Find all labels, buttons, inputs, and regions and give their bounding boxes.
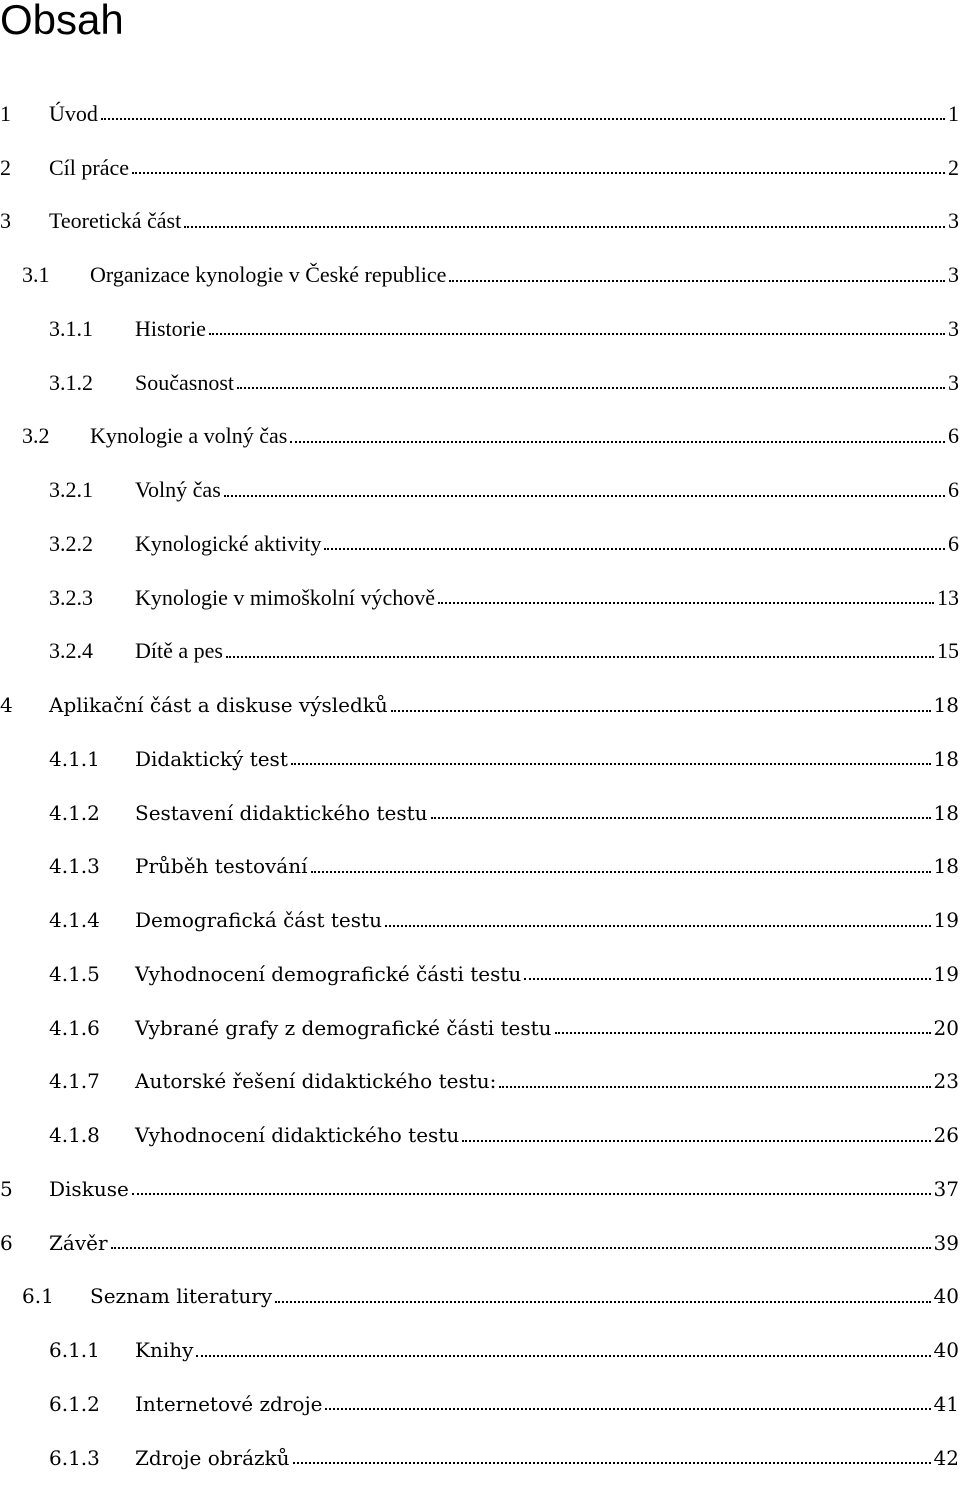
- toc-entry-page-number[interactable]: 18: [933, 854, 959, 879]
- toc-entry[interactable]: [0, 1431, 959, 1485]
- toc-entry-page-number[interactable]: 6: [948, 530, 959, 556]
- toc-entry[interactable]: [0, 840, 959, 894]
- toc-dot-leader: [311, 870, 931, 873]
- toc-entry-number: 1: [0, 100, 11, 126]
- toc-entry[interactable]: [0, 1162, 959, 1216]
- toc-entry-title[interactable]: Současnost: [135, 369, 234, 395]
- toc-entry-number: 6.1.3: [49, 1445, 100, 1470]
- toc-dot-leader: [224, 494, 945, 497]
- toc-entry-page-number[interactable]: 18: [933, 800, 959, 825]
- toc-entry-title[interactable]: Úvod: [49, 100, 98, 126]
- toc-entry-page-number[interactable]: 2: [948, 154, 959, 180]
- toc-entry[interactable]: [0, 1001, 959, 1055]
- toc-entry-number: 4.1.1: [49, 746, 100, 771]
- toc-entry-page-number[interactable]: 42: [933, 1445, 959, 1470]
- toc-entry[interactable]: [0, 463, 959, 517]
- toc-dot-leader: [293, 1461, 931, 1464]
- toc-entry-title[interactable]: Autorské řešení didaktického testu:: [135, 1069, 497, 1094]
- toc-dot-leader: [499, 1085, 930, 1088]
- toc-dot-leader: [275, 1300, 930, 1303]
- toc-entry-page-number[interactable]: 37: [933, 1176, 959, 1201]
- toc-dot-leader: [449, 279, 945, 282]
- toc-dot-leader: [385, 924, 931, 927]
- toc-entry-title[interactable]: Cíl práce: [49, 154, 130, 180]
- toc-dot-leader: [438, 601, 934, 604]
- table-of-contents: [0, 87, 959, 1485]
- toc-entry-page-number[interactable]: 3: [948, 262, 959, 288]
- toc-entry-title[interactable]: Kynologie v mimoškolní výchově: [135, 584, 436, 610]
- toc-entry-number: 4.1.8: [49, 1123, 100, 1148]
- toc-entry[interactable]: [0, 302, 959, 356]
- toc-entry-number: 4.1.4: [49, 908, 100, 933]
- toc-entry-page-number[interactable]: 6: [948, 477, 959, 503]
- toc-entry[interactable]: [0, 1216, 959, 1270]
- toc-dot-leader: [290, 440, 945, 443]
- toc-entry-title[interactable]: Historie: [135, 315, 206, 341]
- toc-entry[interactable]: [0, 517, 959, 571]
- toc-entry-number: 3: [0, 208, 11, 234]
- toc-entry-page-number[interactable]: 18: [933, 693, 959, 718]
- toc-entry-title[interactable]: Sestavení didaktického testu: [135, 800, 428, 825]
- toc-entry[interactable]: [0, 195, 959, 249]
- toc-entry[interactable]: [0, 1377, 959, 1431]
- toc-entry-title[interactable]: Aplikační část a diskuse výsledků: [49, 693, 388, 718]
- toc-entry[interactable]: [0, 87, 959, 141]
- toc-entry-number: 4: [0, 693, 13, 718]
- toc-entry-page-number[interactable]: 26: [933, 1123, 959, 1148]
- toc-dot-leader: [209, 332, 945, 335]
- toc-entry-number: 3.2.3: [49, 584, 93, 610]
- toc-entry-number: 4.1.6: [49, 1015, 100, 1040]
- toc-entry[interactable]: [0, 893, 959, 947]
- toc-dot-leader: [101, 117, 945, 120]
- toc-entry-title[interactable]: Volný čas: [135, 477, 221, 503]
- toc-entry-title[interactable]: Vyhodnocení demografické části testu: [135, 961, 522, 986]
- toc-entry-page-number[interactable]: 40: [933, 1338, 959, 1363]
- toc-entry-title[interactable]: Vybrané grafy z demografické části testu: [135, 1015, 552, 1040]
- toc-entry-number: 2: [0, 154, 11, 180]
- toc-dot-leader: [132, 171, 945, 174]
- toc-dot-leader: [391, 709, 931, 712]
- toc-entry[interactable]: [0, 947, 959, 1001]
- toc-entry-number: 4.1.2: [49, 800, 100, 825]
- toc-entry-number: 6.1.2: [49, 1391, 100, 1416]
- toc-entry-page-number[interactable]: 3: [948, 315, 959, 341]
- toc-entry-number: 3.2: [22, 423, 50, 449]
- toc-entry-page-number[interactable]: 18: [933, 746, 959, 771]
- toc-dot-leader: [291, 762, 931, 765]
- toc-dot-leader: [196, 1354, 930, 1357]
- toc-entry-title[interactable]: Dítě a pes: [135, 638, 223, 664]
- toc-entry-page-number[interactable]: 3: [948, 369, 959, 395]
- toc-entry[interactable]: [0, 678, 959, 732]
- toc-entry-title[interactable]: Demografická část testu: [135, 908, 382, 933]
- toc-entry-title[interactable]: Závěr: [49, 1230, 108, 1255]
- toc-entry-title[interactable]: Průběh testování: [135, 854, 308, 879]
- toc-dot-leader: [237, 386, 945, 389]
- toc-entry-page-number[interactable]: 40: [933, 1284, 959, 1309]
- toc-entry-title[interactable]: Kynologické aktivity: [135, 530, 322, 556]
- toc-dot-leader: [524, 977, 930, 980]
- toc-entry-number: 3.2.1: [49, 477, 93, 503]
- toc-entry-number: 3.1.2: [49, 369, 93, 395]
- toc-dot-leader: [325, 1407, 930, 1410]
- toc-entry-title[interactable]: Zdroje obrázků: [135, 1445, 290, 1470]
- toc-entry-title[interactable]: Kynologie a volný čas: [90, 423, 288, 449]
- toc-entry[interactable]: [0, 625, 959, 679]
- toc-entry-title[interactable]: Diskuse: [49, 1176, 129, 1201]
- toc-dot-leader: [111, 1246, 931, 1249]
- toc-entry[interactable]: [0, 248, 959, 302]
- toc-entry-page-number[interactable]: 13: [937, 584, 959, 610]
- toc-entry-number: 6.1: [22, 1284, 54, 1309]
- toc-entry-title[interactable]: Didaktický test: [135, 746, 288, 771]
- toc-entry[interactable]: [0, 571, 959, 625]
- toc-entry[interactable]: [0, 732, 959, 786]
- toc-entry[interactable]: [0, 1323, 959, 1377]
- toc-entry-title[interactable]: Vyhodnocení didaktického testu: [135, 1123, 460, 1148]
- toc-entry-page-number[interactable]: 39: [933, 1230, 959, 1255]
- toc-entry-title[interactable]: Organizace kynologie v České republice: [90, 262, 447, 288]
- toc-entry[interactable]: [0, 410, 959, 464]
- toc-dot-leader: [555, 1031, 931, 1034]
- toc-entry[interactable]: [0, 1270, 959, 1324]
- toc-entry-page-number[interactable]: 20: [933, 1015, 959, 1040]
- toc-entry-title[interactable]: Knihy: [135, 1338, 194, 1363]
- toc-entry-page-number[interactable]: 3: [948, 208, 959, 234]
- toc-dot-leader: [462, 1139, 930, 1142]
- toc-entry-page-number[interactable]: 1: [948, 100, 959, 126]
- toc-entry-number: 3.2.2: [49, 530, 93, 556]
- toc-entry-number: 3.2.4: [49, 638, 93, 664]
- toc-entry[interactable]: [0, 1055, 959, 1109]
- page-title: Obsah: [0, 0, 124, 43]
- toc-entry-page-number[interactable]: 23: [933, 1069, 959, 1094]
- toc-entry[interactable]: [0, 786, 959, 840]
- toc-entry-number: 4.1.7: [49, 1069, 100, 1094]
- toc-entry-number: 3.1: [22, 262, 50, 288]
- toc-entry-number: 3.1.1: [49, 315, 93, 341]
- toc-entry-page-number[interactable]: 41: [933, 1391, 959, 1416]
- toc-entry-page-number[interactable]: 15: [937, 638, 959, 664]
- toc-entry[interactable]: [0, 141, 959, 195]
- toc-entry-title[interactable]: Internetové zdroje: [135, 1391, 323, 1416]
- toc-entry-title[interactable]: Teoretická část: [49, 208, 182, 234]
- toc-dot-leader: [431, 816, 931, 819]
- toc-entry[interactable]: [0, 356, 959, 410]
- toc-entry-title[interactable]: Seznam literatury: [90, 1284, 273, 1309]
- toc-entry-number: 5: [0, 1176, 13, 1201]
- toc-entry-page-number[interactable]: 19: [933, 961, 959, 986]
- toc-dot-leader: [132, 1192, 931, 1195]
- toc-entry-page-number[interactable]: 19: [933, 908, 959, 933]
- toc-dot-leader: [324, 547, 945, 550]
- toc-dot-leader: [184, 225, 945, 228]
- toc-dot-leader: [226, 655, 934, 658]
- toc-entry-number: 6: [0, 1230, 13, 1255]
- toc-entry-page-number[interactable]: 6: [948, 423, 959, 449]
- toc-entry-number: 4.1.3: [49, 854, 100, 879]
- toc-entry-number: 6.1.1: [49, 1338, 100, 1363]
- toc-entry-number: 4.1.5: [49, 961, 100, 986]
- toc-entry[interactable]: [0, 1108, 959, 1162]
